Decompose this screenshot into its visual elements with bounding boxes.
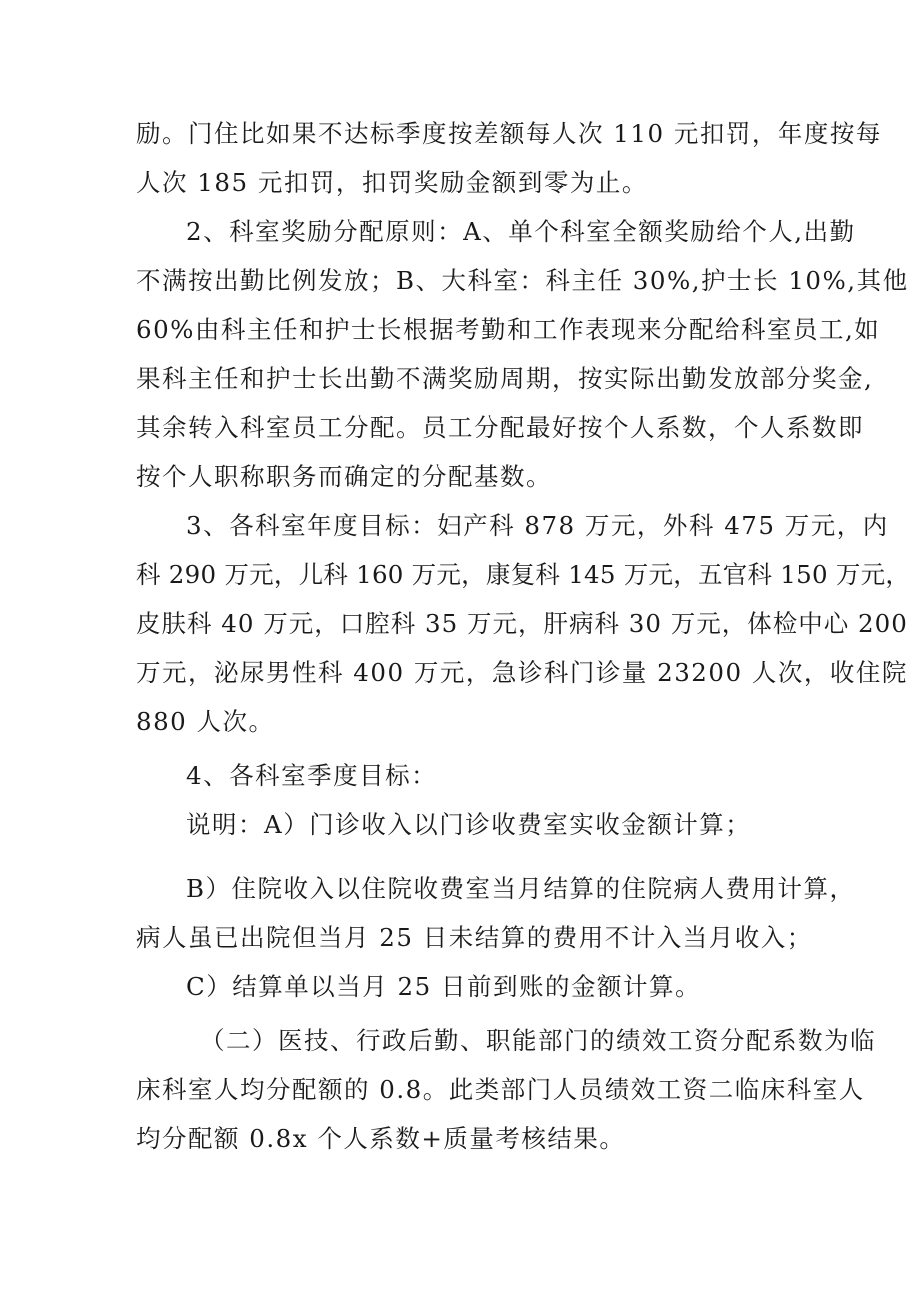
text-line: B）住院收入以住院收费室当月结算的住院病人费用计算， bbox=[186, 874, 856, 903]
text-line: 4、各科室季度目标： bbox=[186, 761, 438, 790]
text-line: C）结算单以当月 25 日前到账的金额计算。 bbox=[186, 972, 701, 1001]
text-line: 床科室人均分配额的 0.8。此类部门人员绩效工资二临床科室人 bbox=[136, 1075, 865, 1104]
text-line: 2、科室奖励分配原则：A、单个科室全额奖励给个人,出勤 bbox=[186, 217, 856, 246]
text-line: 按个人职称职务而确定的分配基数。 bbox=[136, 462, 552, 491]
text-line: 皮肤科 40 万元，口腔科 35 万元，肝病科 30 万元，体检中心 200 bbox=[136, 609, 908, 638]
text-line: 人次 185 元扣罚，扣罚奖励金额到零为止。 bbox=[136, 168, 648, 197]
text-line: 60%由科主任和护士长根据考勤和工作表现来分配给科室员工,如 bbox=[136, 315, 881, 344]
text-line: 说明：A）门诊收入以门诊收费室实收金额计算； bbox=[186, 810, 752, 839]
text-line: 880 人次。 bbox=[136, 707, 275, 736]
text-line: 均分配额 0.8x 个人系数+质量考核结果。 bbox=[136, 1124, 626, 1153]
text-line: 3、各科室年度目标：妇产科 878 万元，外科 475 万元，内 bbox=[186, 511, 889, 540]
text-line: 励。门住比如果不达标季度按差额每人次 110 元扣罚，年度按每 bbox=[136, 119, 882, 148]
text-line: 其余转入科室员工分配。员工分配最好按个人系数，个人系数即 bbox=[136, 413, 864, 442]
text-line: 万元，泌尿男性科 400 万元，急诊科门诊量 23200 人次，收住院 bbox=[136, 658, 908, 687]
text-line: （二）医技、行政后勤、职能部门的绩效工资分配系数为临 bbox=[200, 1026, 876, 1055]
text-line: 果科主任和护士长出勤不满奖励周期，按实际出勤发放部分奖金, bbox=[136, 364, 874, 393]
text-line: 科 290 万元，儿科 160 万元，康复科 145 万元，五官科 150 万元， bbox=[136, 560, 911, 589]
text-line: 不满按出勤比例发放；B、大科室：科主任 30%,护士长 10%,其他 bbox=[136, 266, 909, 295]
text-line: 病人虽已出院但当月 25 日未结算的费用不计入当月收入； bbox=[136, 923, 813, 952]
